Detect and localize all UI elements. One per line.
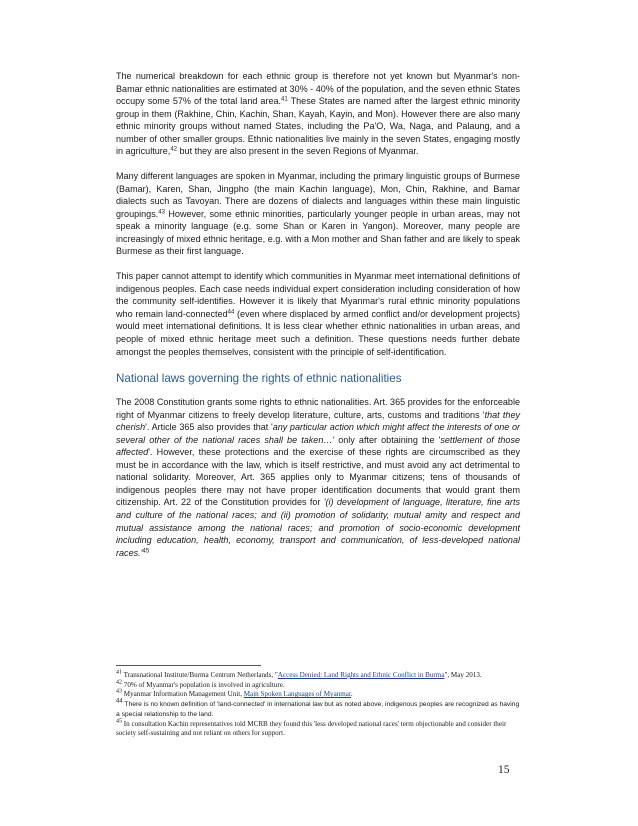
paragraph-ethnic-breakdown <box>116 70 520 158</box>
footnote-text: ", May 2013. <box>444 671 482 679</box>
paragraph-indigenous-definitions <box>116 270 520 358</box>
footnote-44 <box>116 700 520 719</box>
footnote-43 <box>116 690 520 700</box>
paragraph-languages <box>116 170 520 258</box>
footnote-text: In consultation Kachin representatives told MCRB they found this 'less developed national races' term objectionable and consider their society self-sustaining and not reliant on others for support. <box>116 719 507 738</box>
footnote-45 <box>116 720 520 739</box>
footnote-link[interactable]: Main Spoken Languages of Myanmar <box>243 690 351 699</box>
paragraph-text: (even where displaced by armed conflict and/or development projects) would meet international definitions. It is less clear whether ethnic nationalities in urban areas, and people of mixed ethnic heritage meet such a definition. These questions needs further debate amongst the peoples themselves, consistent with the principle of self-identification. <box>116 308 520 357</box>
quote-text: that they cherish <box>116 409 520 433</box>
body-content <box>116 70 520 559</box>
footnote-text: Transnational Institute/Burma Centrum Netherlands, " <box>122 671 278 679</box>
footnote-text: Myanmar Information Management Unit, <box>122 690 244 699</box>
footnote-number: 42 <box>116 679 122 686</box>
footnote-number: 43 <box>116 688 122 695</box>
section-heading: National laws governing the rights of ethnic nationalities <box>116 372 402 386</box>
paragraph-text: However, some ethnic minorities, particularly younger people in urban areas, may not speak a minority language (e.g. some Shan or Karen in Yangon). Moreover, many people are increasingly of mixed ethnic heritage, e.g. with a Mon mother and Shan father and are likely to speak Burmese as their first language. <box>116 208 520 257</box>
footnotes <box>116 671 520 739</box>
paragraph-text: only after obtaining the ' <box>334 434 441 445</box>
paragraph-text: '. However, these protections and the exercise of these rights are circumscribed as they must be in accordance with the law, which is itself restrictive, and must avoid any act detrimental to national solidarity. Moreover, Art. 365 applies only to Myanmar citizens; tens of thousands of indigenous peoples there may not have proper identification documents that would grant them citizenship. Art. 22 of the Constitution provides for <box>116 447 520 508</box>
quote-text: settlement of those affected <box>116 434 520 458</box>
footnote-text: 70% of Myanmar's population is involved in agriculture. <box>122 680 285 689</box>
footnote-separator <box>116 665 261 666</box>
footnote-number: 44 <box>116 698 123 705</box>
footnote-ref-41[interactable]: 41 <box>281 96 288 103</box>
footnote-number: 45 <box>116 718 122 725</box>
footnote-42 <box>116 681 520 691</box>
footnote-ref-44[interactable]: 44 <box>227 309 235 316</box>
paragraph-text: Many different languages are spoken in Myanmar, including the primary linguistic groups of Burmese (Bamar), Karen, Shan, Jingpho (the main Kachin language), Mon, Chin, Rakhine, and Bamar dialects such as Tavoyan. There are dozens of dialects and languages within these main linguistic groupings. <box>116 171 520 219</box>
footnote-number: 41 <box>116 669 122 676</box>
footnote-41 <box>116 671 520 681</box>
footnote-text: . <box>350 690 353 699</box>
paragraph-text: The numerical breakdown for each ethnic group is therefore not yet known but Myanmar's non-Bamar ethnic nationalities are estimated at 30% - 40% of the population, and the seven ethnic States occupy some 57% of the total land area. <box>116 71 520 107</box>
paragraph-constitution <box>116 396 520 559</box>
footnote-ref-42[interactable]: 42 <box>170 146 177 153</box>
paragraph-text: These States are named after the largest ethnic minority group in them (Rakhine, Chin, Kachin, Shan, Kayah, Kayin, and Mon). However there are also many ethnic minority groups without named States, including the Pa'O, Wa, Naga, and Palaung, and a number of other smaller groups. Ethnic nationalities live mainly in the seven States, engaging mostly in agriculture, <box>116 96 520 157</box>
quote-text: any particular action which might affect the interests of one or several other of the national races shall be taken…' <box>116 422 520 445</box>
footnote-text: There is no known definition of 'land-connected' in international law but as noted above, indigenous peoples are recognized as having a special relationship to the land. <box>116 701 520 718</box>
footnote-ref-45[interactable]: 45 <box>142 548 150 555</box>
quote-text: '(i) development of language, literature, fine arts and culture of the national races; and (ii) promotion of solidarity, mutual amity and respect and mutual assistance among the national races; and promotion of socio-economic development including education, health, economy, transport and communication, of less-developed national races.' <box>116 497 520 558</box>
footnote-link[interactable]: Access Denied: Land Rights and Ethnic Conflict in Burma <box>277 671 445 679</box>
paragraph-text: but they are also present in the seven Regions of Myanmar. <box>177 146 419 157</box>
paragraph-text: '. Article 365 also provides that ' <box>145 422 273 433</box>
footnote-ref-43[interactable]: 43 <box>158 209 165 216</box>
paragraph-text: This paper cannot attempt to identify which communities in Myanmar meet international definitions of indigenous peoples. Each case needs individual expert consideration including consideration of how the community self-identifies. However it is likely that Myanmar's rural ethnic minority populations who remain land-connected <box>116 271 520 319</box>
page-number: 15 <box>498 764 510 776</box>
paragraph-text: The 2008 Constitution grants some rights to ethnic nationalities. Art. 365 provides for the enforceable right of Myanmar citizens to freely develop literature, culture, arts, customs and traditions ' <box>116 397 520 420</box>
